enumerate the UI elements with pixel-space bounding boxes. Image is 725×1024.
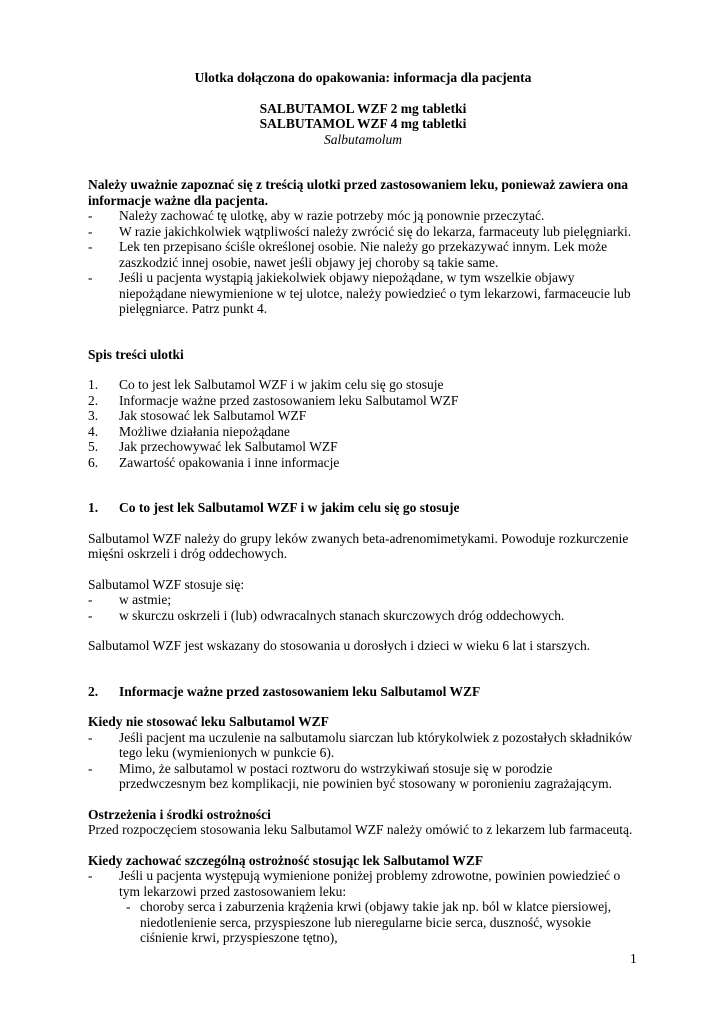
intro-bullet-text: Lek ten przepisano ściśle określonej osobie. Nie należy go przekazywać innym. Lek może zaszkodzić innej osobie, nawet jeśli objawy jej choroby są takie same. [119, 239, 608, 270]
toc-item-number: 1. [88, 377, 99, 392]
toc-item-text: Informacje ważne przed zastosowaniem leku Salbutamol WZF [119, 392, 459, 408]
indication-item [88, 608, 638, 624]
bullet-dash: - [88, 239, 93, 254]
contraindication-text: Jeśli pacjent ma uczulenie na salbutamolu siarczan lub którykolwiek z pozostałych składników tego leku (wymienionych w punkcie 6). [119, 729, 633, 760]
section-1-heading [88, 500, 638, 516]
bullet-dash: - [88, 729, 93, 745]
bullet-dash: - [88, 592, 93, 607]
caution-item [88, 868, 638, 899]
bullet-dash: - [88, 607, 93, 623]
warnings-title: Ostrzeżenia i środki ostrożności [88, 806, 271, 822]
intro-bullet-text: W razie jakichkolwiek wątpliwości należy zwrócić się do lekarza, farmaceuty lub pielęgniarki. [119, 223, 632, 239]
intro-bullet [88, 208, 638, 224]
contraindication-text: Mimo, że salbutamol w postaci roztworu do wstrzykiwań stosuje się w porodzie przedwczesnym bez komplikacji, nie powinien być stosowany w poronieniu zagrażającym. [119, 760, 612, 791]
warnings-text: Przed rozpoczęciem stosowania leku Salbutamol WZF należy omówić to z lekarzem lub farmaceutą. [88, 822, 633, 837]
toc-item-text: Jak stosować lek Salbutamol WZF [119, 408, 307, 423]
indication-text: w skurczu oskrzeli i (lub) odwracalnych stanach skurczowych dróg oddechowych. [119, 607, 565, 623]
intro-bullet-text: Należy zachować tę ulotkę, aby w razie potrzeby móc ją ponownie przeczytać. [119, 208, 545, 223]
contraindication-item [88, 730, 638, 761]
toc-item [88, 424, 638, 440]
section-number: 2. [88, 683, 99, 699]
product-name-2mg: SALBUTAMOL WZF 2 mg tabletki [259, 100, 467, 116]
toc-item [88, 439, 638, 455]
caution-title: Kiedy zachować szczególną ostrożność stosując lek Salbutamol WZF [88, 852, 484, 868]
indication-item [88, 592, 638, 608]
toc-item [88, 408, 638, 424]
section-1-paragraph: Salbutamol WZF jest wskazany do stosowania u dorosłych i dzieci w wieku 6 lat i starszych. [88, 638, 591, 653]
bullet-dash: - [88, 270, 93, 285]
caution-sub-item [88, 899, 638, 946]
active-substance: Salbutamolum [323, 131, 402, 147]
read-carefully-warning: Należy uważnie zapoznać się z treścią ulotki przed zastosowaniem leku, ponieważ zawiera ona informacje ważne dla pacjenta. [88, 177, 629, 208]
intro-bullet [88, 224, 638, 240]
caution-text: Jeśli u pacjenta występują wymienione poniżej problemy zdrowotne, powinien powiedzieć o tym lekarzowi przed zastosowaniem leku: [119, 868, 621, 899]
indication-text: w astmie; [119, 592, 172, 607]
bullet-dash: - [88, 223, 93, 239]
sub-bullet-dash: - [126, 899, 131, 914]
toc-item-number: 4. [88, 423, 99, 439]
toc-item-text: Możliwe działania niepożądane [119, 423, 290, 439]
toc-item-number: 3. [88, 408, 99, 423]
intro-bullet [88, 270, 638, 317]
intro-bullet-text: Jeśli u pacjenta wystąpią jakiekolwiek objawy niepożądane, w tym wszelkie objawy niepożądane niewymienione w tej ulotce, należy powiedzieć o tym lekarzowi, farmaceucie lub pielęgniarce. Patrz punkt 4. [119, 270, 631, 316]
toc-item-text: Co to jest lek Salbutamol WZF i w jakim celu się go stosuje [119, 377, 444, 392]
toc-item-number: 5. [88, 439, 99, 454]
contraindication-item [88, 761, 638, 792]
toc-item-text: Zawartość opakowania i inne informacje [119, 454, 340, 470]
toc-title: Spis treści ulotki [88, 346, 184, 362]
section-title: Informacje ważne przed zastosowaniem leku Salbutamol WZF [119, 683, 481, 699]
contraindications-title: Kiedy nie stosować leku Salbutamol WZF [88, 714, 329, 729]
toc-item [88, 455, 638, 471]
section-1-paragraph: Salbutamol WZF należy do grupy leków zwanych beta-adrenomimetykami. Powoduje rozkurczenie mięśni oskrzeli i dróg oddechowych. [88, 530, 629, 561]
toc-item-number: 2. [88, 392, 99, 408]
section-2-heading [88, 684, 638, 700]
section-number: 1. [88, 500, 99, 515]
section-title: Co to jest lek Salbutamol WZF i w jakim celu się go stosuje [119, 500, 460, 515]
toc-item [88, 377, 638, 393]
toc-item-text: Jak przechowywać lek Salbutamol WZF [119, 439, 338, 454]
bullet-dash: - [88, 868, 93, 883]
section-1-paragraph: Salbutamol WZF stosuje się: [88, 576, 245, 592]
intro-bullet [88, 239, 638, 270]
product-name-4mg: SALBUTAMOL WZF 4 mg tabletki [259, 116, 467, 131]
bullet-dash: - [88, 208, 93, 223]
leaflet-title: Ulotka dołączona do opakowania: informacja dla pacjenta [194, 70, 532, 85]
page-number: 1 [630, 951, 637, 966]
toc-item [88, 393, 638, 409]
bullet-dash: - [88, 760, 93, 776]
caution-sub-text: choroby serca i zaburzenia krążenia krwi (objawy takie jak np. ból w klatce piersiowej, niedotlenienie serca, przyspieszone lub nieregularne bicie serca, duszność, wysokie ciśnienie krwi, przyspieszone tętno), [140, 899, 612, 945]
toc-item-number: 6. [88, 454, 99, 470]
leaflet-page [88, 70, 638, 946]
